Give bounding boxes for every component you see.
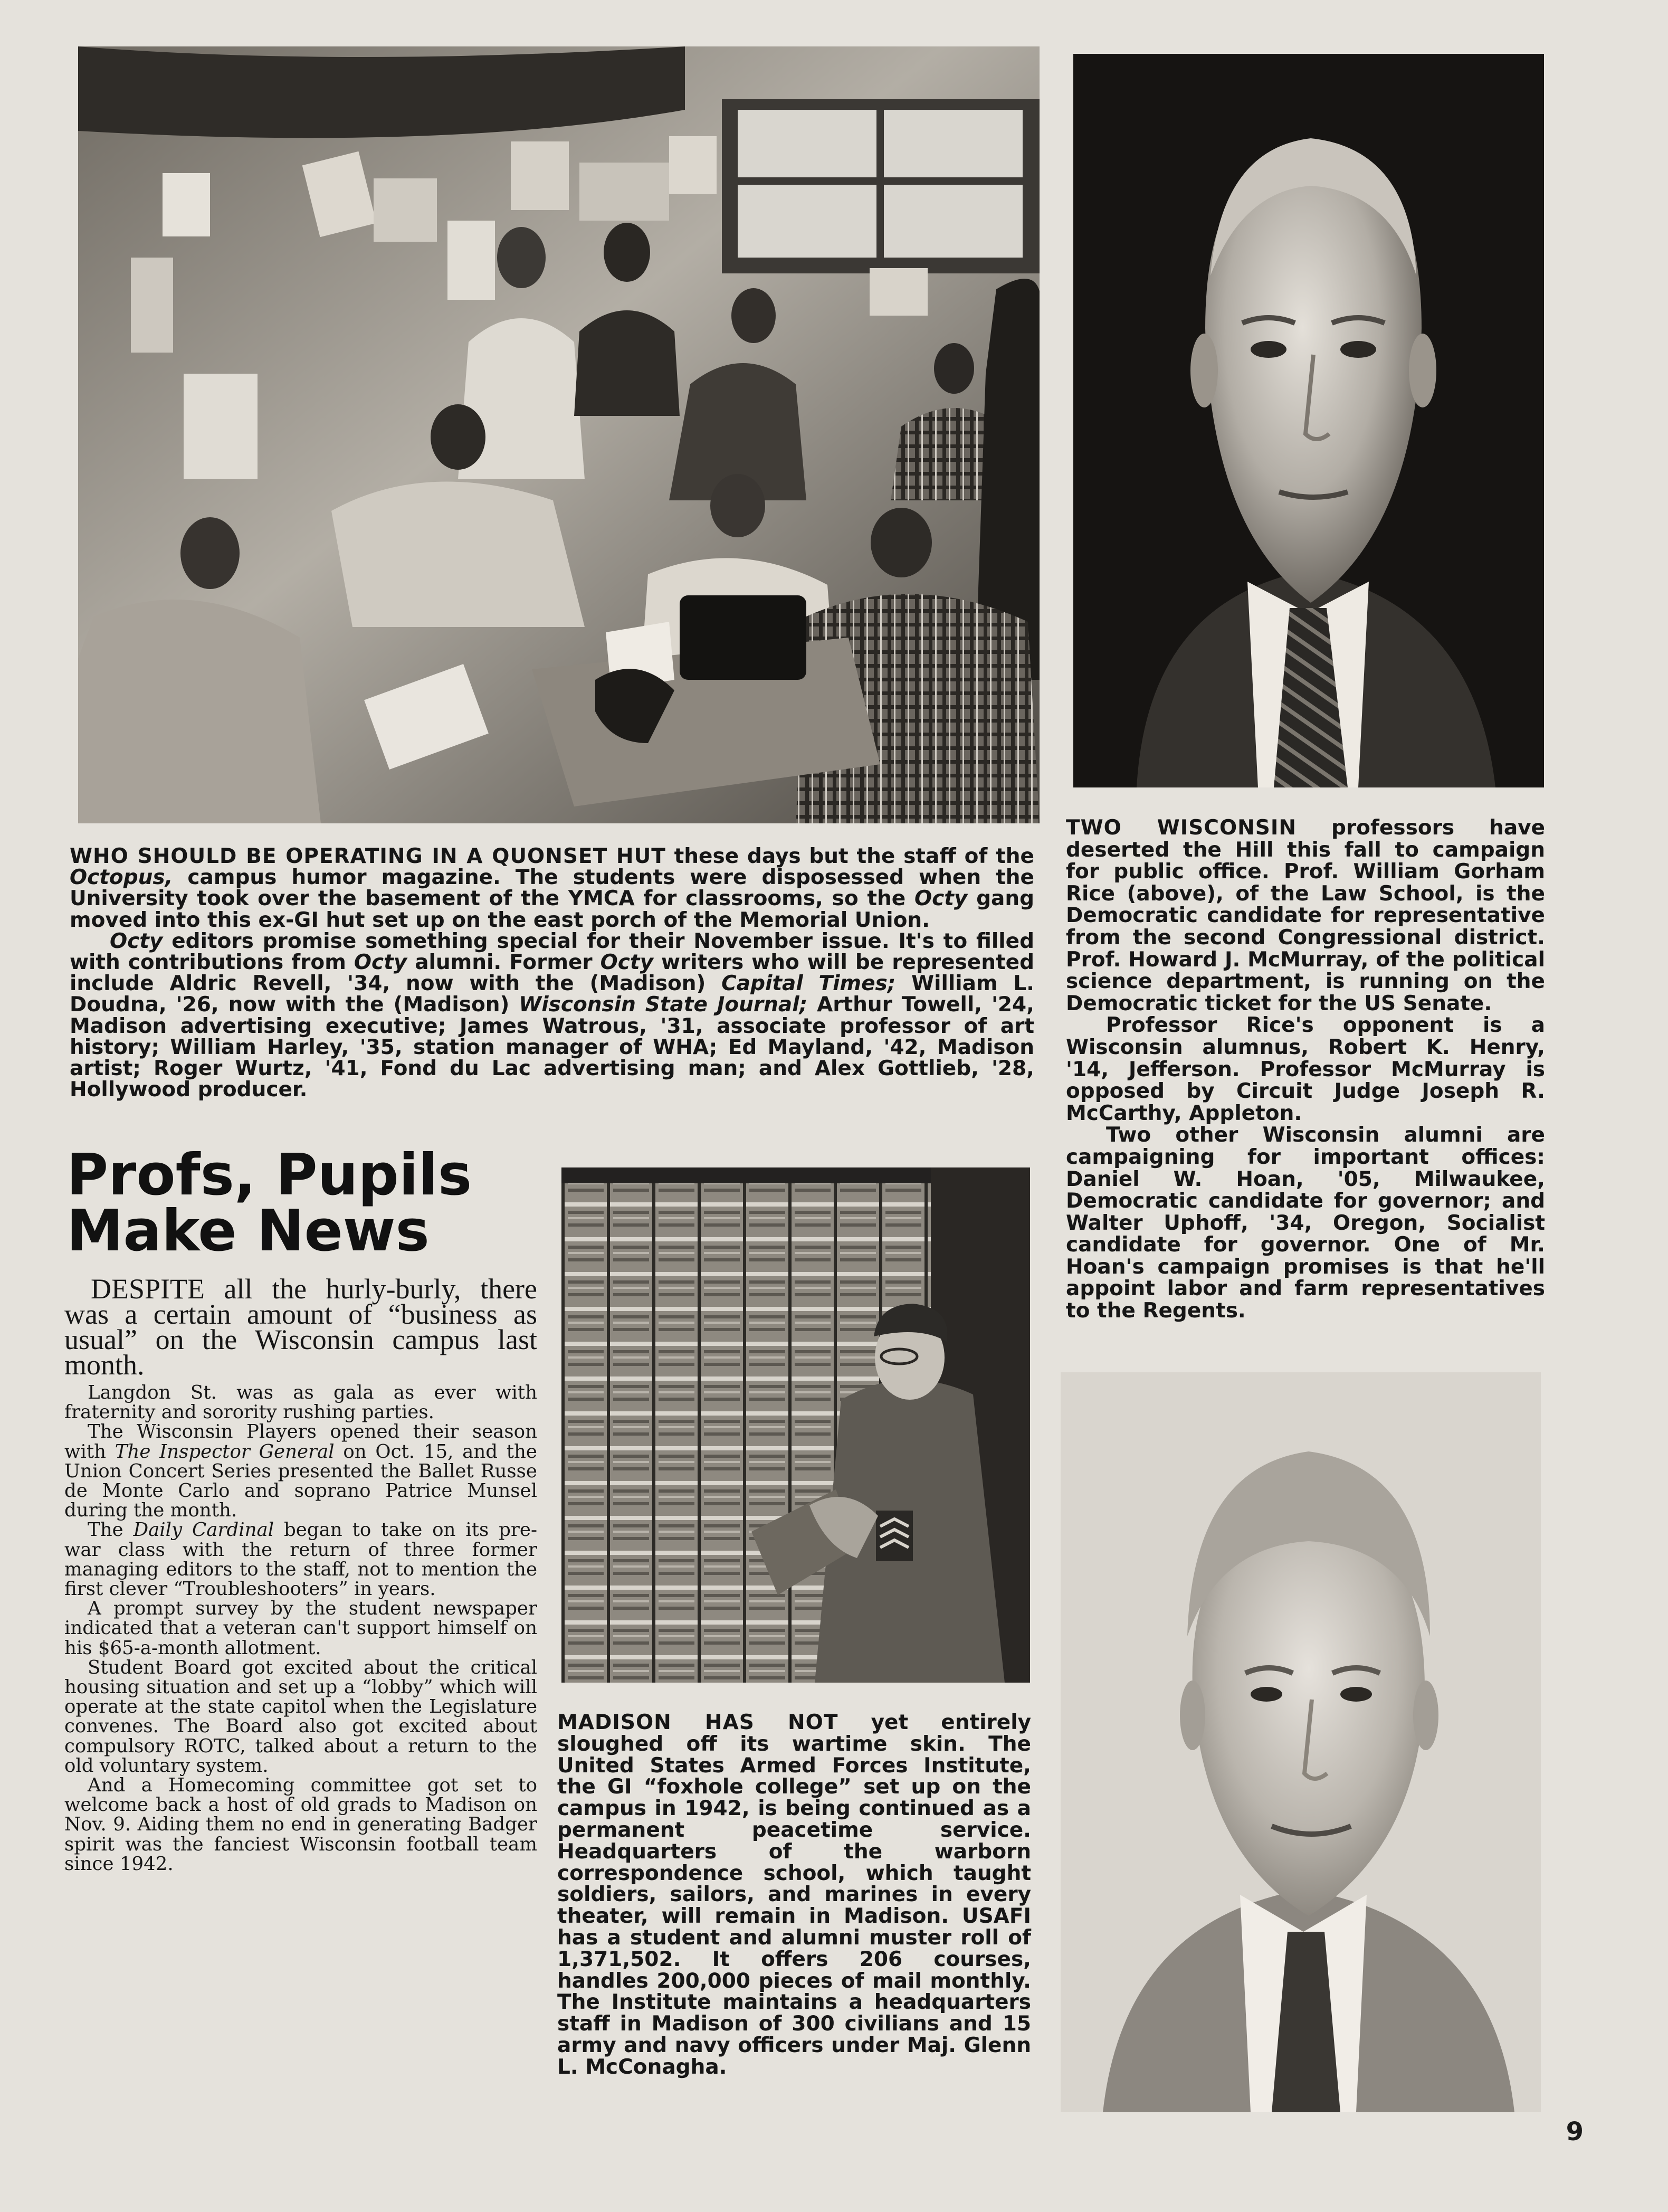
octy-caption-para-1 [70, 846, 1034, 931]
octy-caption-lead: WHO SHOULD BE OPERATING IN A QUONSET HUT [70, 844, 666, 868]
story-headline [66, 1142, 594, 1264]
story-para-2 [64, 1422, 537, 1520]
octy-staff-photo-art [78, 46, 1040, 823]
professors-caption-text-1: professors have deserted the Hill this fall to campaign for public office. Prof. William Gorham Rice (above), of the Law School, is the Democratic candidate for representative from the second Congressional district. Prof. Howard J. McMurray, of the political science department, is running on the Democratic ticket for the US Senate. [1066, 816, 1546, 1015]
usafi-photo-caption [557, 1712, 1031, 2078]
headline-line-2: Make News [66, 1198, 430, 1264]
rice-portrait-photo [1073, 54, 1544, 787]
text-run: William L. Doudna, '26, now with the (Madison) [70, 972, 1035, 1017]
text-run: Octy [914, 887, 968, 911]
professors-caption-lead: TWO WISCONSIN [1066, 816, 1297, 840]
text-run: The Wisconsin Players opened their season with [64, 1421, 537, 1463]
text-run: The [88, 1519, 134, 1541]
text-run: began to take on its pre-war class with the return of three former managing editors to the staff, not to mention the first clever “Troubleshooters” in years. [64, 1519, 537, 1600]
mcmurray-portrait-photo [1061, 1372, 1541, 2112]
usafi-sergeant-photo [561, 1167, 1030, 1683]
professors-caption [1066, 817, 1545, 1322]
professors-caption-para-3: Two other Wisconsin alumni are campaigning for important offices: Daniel W. Hoan, '05, Milwaukee, Democratic candidate for governor; and Walter Uphoff, '34, Oregon, Socialist candidate for governor. One of Mr. Hoan's campaign promises is that he'll appoint labor and farm representatives to the Regents. [1066, 1123, 1545, 1323]
text-run: Wisconsin State Journal; [519, 993, 808, 1017]
professors-caption-para-1 [1066, 817, 1545, 1014]
text-run: Capital Times; [721, 972, 896, 996]
usafi-caption-para-1 [557, 1712, 1031, 2078]
octy-staff-photo [78, 46, 1040, 823]
text-run: these days but the staff of the [665, 844, 1034, 868]
text-run: Octy [600, 951, 653, 975]
mcmurray-portrait-art [1061, 1372, 1541, 2112]
story-lead-paragraph: DESPITE all the hurly-burly, there was a certain amount of “business as usual” on the Wisconsin campus last month. [64, 1273, 537, 1381]
text-run: campus humor magazine. The students were disposessed when the University took over the basement of the YMCA for classrooms, so the [70, 866, 1034, 911]
text-run: Daily Cardinal [133, 1519, 274, 1541]
text-run: editors promise something special for their November issue. It's to filled with contributions from [70, 929, 1034, 975]
text-run: on Oct. 15, and the Union Concert Series presented the Ballet Russe de Monte Carlo and soprano Patrice Munsel during the month. [64, 1440, 537, 1522]
story-para-3 [64, 1520, 537, 1599]
text-run: writers who will be represented include Aldric Revell, '34, now with the (Madison) [70, 951, 1035, 996]
text-run: The Inspector General [115, 1440, 335, 1463]
headline-line-1: Profs, Pupils [66, 1142, 472, 1208]
story-body [64, 1273, 537, 1875]
page-number: 9 [1566, 2117, 1584, 2147]
text-run: Arthur Towell, '24, Madison advertising executive; James Watrous, '31, associate professor of art history; William Harley, '35, station manager of WHA; Ed Mayland, '42, Madison artist; Roger Wurtz, '41, Fond du Lac advertising man; and Alex Gottlieb, '28, Hollywood producer. [70, 993, 1034, 1102]
professors-caption-para-2: Professor Rice's opponent is a Wisconsin alumnus, Robert K. Henry, '14, Jefferson. Professor McMurray is opposed by Circuit Judge Joseph R. McCarthy, Appleton. [1066, 1013, 1545, 1125]
story-para-1: Langdon St. was as gala as ever with fraternity and sorority rushing parties. [64, 1382, 537, 1423]
story-para-6: And a Homecoming committee got set to welcome back a host of old grads to Madison on Nov. 9. Aiding them no end in generating Badger spirit was the fanciest Wisconsin football team since 1942. [64, 1774, 537, 1875]
octy-photo-caption [70, 846, 1034, 1100]
text-run: Octy [354, 951, 407, 975]
usafi-caption-lead: MADISON HAS NOT [557, 1711, 838, 1734]
usafi-sergeant-art [561, 1167, 1030, 1683]
story-para-4: A prompt survey by the student newspaper indicated that a veteran can't support himself on his $65-a-month allotment. [64, 1598, 537, 1659]
story-para-5: Student Board got excited about the critical housing situation and set up a “lobby” which will operate at the state capitol when the Legislature convenes. The Board also got excited about compulsory ROTC, talked about a return to the old voluntary system. [64, 1656, 537, 1777]
rice-portrait-art [1073, 54, 1544, 787]
text-run: Octopus, [70, 866, 173, 890]
text-run: gang moved into this ex-GI hut set up on the east porch of the Memorial Union. [70, 887, 1034, 932]
text-run: Octy [110, 929, 163, 953]
usafi-caption-text-1: yet entirely sloughed off its wartime skin. The United States Armed Forces Institute, the GI “foxhole college” set up on the campus in 1942, is being continued as a permanent peacetime service. Headquarters of the warborn correspondence school, which taught soldiers, sailors, and marines in every theater, will remain in Madison. USAFI has a student and alumni muster roll of 1,371,502. It offers 206 courses, handles 200,000 pieces of mail monthly. The Institute maintains a headquarters staff in Madison of 300 civilians and 15 army and navy officers under Maj. Glenn L. McConagha. [557, 1711, 1031, 2079]
text-run: alumni. Former [407, 951, 601, 975]
octy-caption-para-2 [70, 931, 1034, 1101]
